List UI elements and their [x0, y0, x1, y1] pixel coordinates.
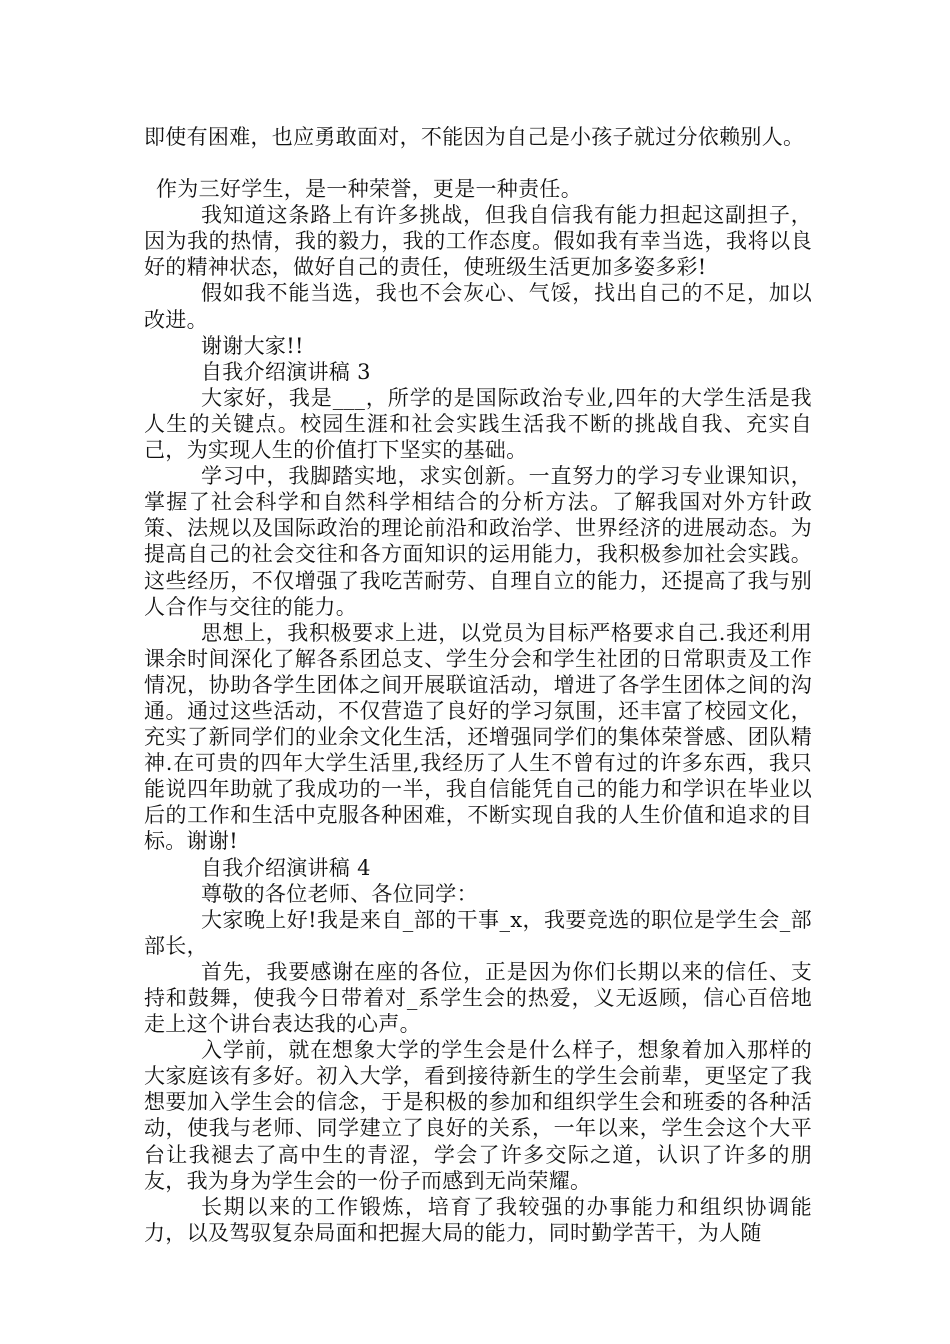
- paragraph-3: 我知道这条路上有许多挑战，但我自信我有能力担起这副担子，因为我的热情，我的毅力，我的工作态度。假如我有幸当选，我将以良好的精神状态，做好自己的责任，使班级生活更加多姿多彩!: [144, 203, 812, 280]
- paragraph-9: 首先，我要感谢在座的各位，正是因为你们长期以来的信任、支持和鼓舞，使我今日带着对_系学生会的热爱，义无返顾，信心百倍地走上这个讲台表达我的心声。: [144, 959, 812, 1037]
- section-heading-3: 自我介绍演讲稿 3: [201, 359, 371, 384]
- paragraph-7: 思想上，我积极要求上进，以党员为目标严格要求自己.我还利用课余时间深化了解各系团总支、学生分会和学生社团的日常职责及工作情况，协助各学生团体之间开展联谊活动，增进了各学生团体之间的沟通。通过这些活动，不仅营造了良好的学习氛围，还丰富了校园文化，充实了新同学们的业余文化生活，还增强同学们的集体荣誉感、团队精神.在可贵的四年大学生活里,我经历了人生不曾有过的许多东西，我只能说四年助就了我成功的一半，我自信能凭自己的能力和学识在毕业以后的工作和生活中克服各种困难，不断实现自我的人生价值和追求的目标。谢谢!: [144, 620, 812, 854]
- paragraph-6: 学习中，我脚踏实地，求实创新。一直努力的学习专业课知识，掌握了社会科学和自然科学相结合的分析方法。了解我国对外方针政策、法规以及国际政治的理论前沿和政治学、世界经济的进展动态。为提高自己的社会交往和各方面知识的运用能力，我积极参加社会实践。这些经历，不仅增强了我吃苦耐劳、自理自立的能力，还提高了我与别人合作与交往的能力。: [144, 464, 812, 619]
- paragraph-5: 大家好，我是___，所学的是国际政治专业,四年的大学生活是我人生的关键点。校园生涯和社会实践生活我不断的挑战自我、充实自己，为实现人生的价值打下坚实的基础。: [144, 385, 812, 463]
- paragraph-2: 作为三好学生，是一种荣誉，更是一种责任。: [156, 177, 582, 202]
- document-body: [144, 124, 812, 1246]
- closing-thanks: 谢谢大家!!: [201, 333, 304, 358]
- paragraph-11: 长期以来的工作锻炼，培育了我较强的办事能力和组织协调能力，以及驾驭复杂局面和把握大局的能力，同时勤学苦干，为人随: [144, 1194, 812, 1245]
- paragraph-4: 假如我不能当选，我也不会灰心、气馁，找出自己的不足，加以改进。: [144, 281, 812, 332]
- greeting: 尊敬的各位老师、各位同学：: [201, 881, 478, 906]
- paragraph-8: 大家晚上好!我是来自_部的干事_x，我要竞选的职位是学生会_部部长，: [144, 907, 812, 958]
- paragraph-1: 即使有困难，也应勇敢面对，不能因为自己是小孩子就过分依赖别人。: [144, 125, 805, 149]
- paragraph-10: 入学前，就在想象大学的学生会是什么样子，想象着加入那样的大家庭该有多好。初入大学，看到接待新生的学生会前辈，更坚定了我想要加入学生会的信念，于是积极的参加和组织学生会和班委的各种活动，使我与老师、同学建立了良好的关系，一年以来，学生会这个大平台让我褪去了高中生的青涩，学会了许多交际之道，认识了许多的朋友，我为身为学生会的一份子而感到无尚荣耀。: [144, 1038, 812, 1193]
- section-heading-4: 自我介绍演讲稿 4: [201, 855, 371, 880]
